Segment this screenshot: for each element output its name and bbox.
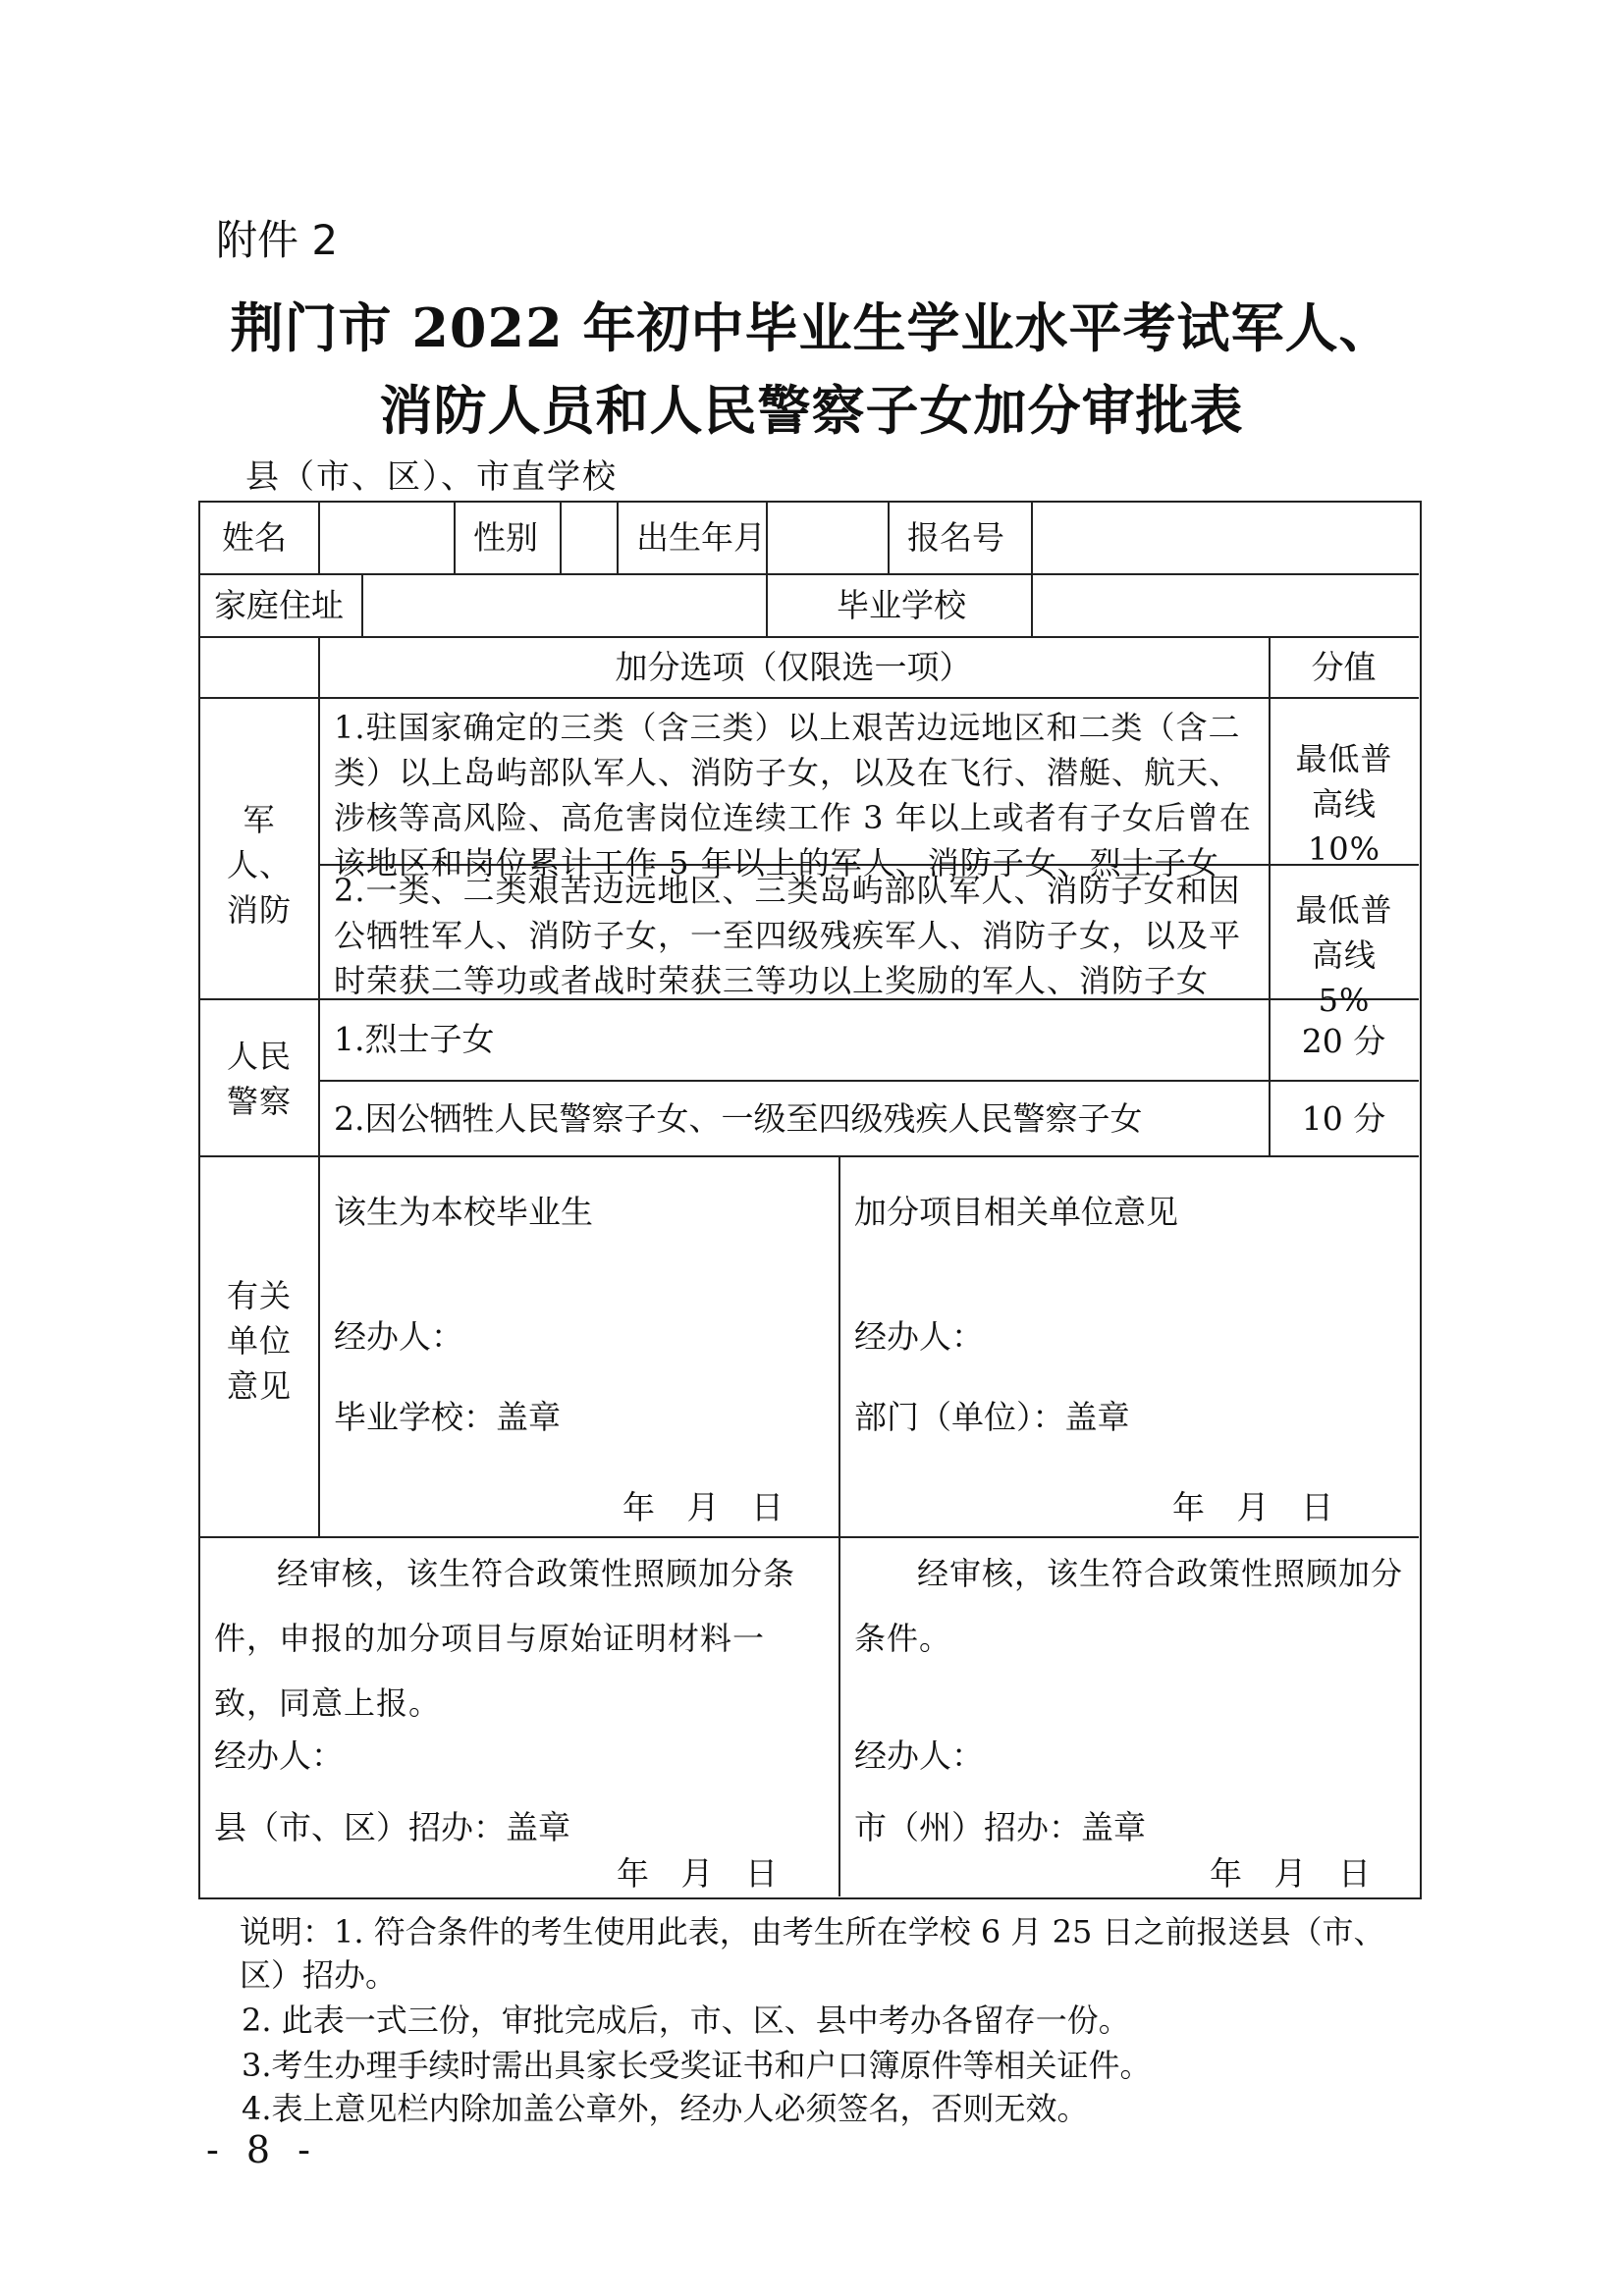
- police-option-1: 1.烈士子女: [334, 1020, 495, 1058]
- county-date: 年 月 日: [617, 1854, 778, 1893]
- unit-handler: 经办人：: [854, 1317, 984, 1356]
- score-header: 分值: [1311, 648, 1377, 686]
- military-option-1: 1.驻国家确定的三类（含三类）以上艰苦边远地区和二类（含二类）以上岛屿部队军人、消防子女，以及在飞行、潜艇、航天、涉核等高风险、高危害岗位连续工作 3 年以上或者有子女后曾在该地区和岗位累计工作 5 年以上的军人、消防子女、烈士子女: [334, 709, 1252, 881]
- unit-seal: 部门（单位）：盖章: [854, 1398, 1130, 1436]
- address-label: 家庭住址: [214, 586, 344, 624]
- school-label: 毕业学校: [837, 586, 966, 624]
- city-date: 年 月 日: [1210, 1854, 1371, 1893]
- city-seal: 市（州）招办：盖章: [854, 1808, 1146, 1846]
- county-handler: 经办人：: [214, 1736, 344, 1775]
- note-2: 2. 此表一式三份，审批完成后，市、区、县中考办各留存一份。: [242, 2002, 1130, 2039]
- police-score-1: 20 分: [1301, 1022, 1386, 1060]
- city-review-text: 经审核，该生符合政策性照顾加分条件。: [854, 1555, 1404, 1657]
- reg-no-label: 报名号: [907, 518, 1004, 557]
- school-date: 年 月 日: [622, 1488, 784, 1526]
- options-header: 加分选项（仅限选一项）: [615, 648, 972, 686]
- title-line-2: 消防人员和人民警察子女加分审批表: [379, 379, 1244, 442]
- school-seal: 毕业学校：盖章: [334, 1398, 561, 1436]
- police-option-2: 2.因公牺牲人民警察子女、一级至四级残疾人民警察子女: [334, 1099, 1143, 1138]
- police-score-2: 10 分: [1301, 1099, 1386, 1138]
- school-handler: 经办人：: [334, 1317, 463, 1356]
- police-label: 人民警察: [226, 1038, 292, 1120]
- city-handler: 经办人：: [854, 1736, 984, 1775]
- birth-label: 出生年月: [636, 518, 766, 557]
- page-number: - 8 -: [206, 2128, 319, 2171]
- school-opinion-title: 该生为本校毕业生: [334, 1193, 593, 1231]
- gender-label: 性别: [473, 518, 538, 557]
- military-option-2: 2.一类、二类艰苦边远地区、三类岛屿部队军人、消防子女和因公牺牲军人、消防子女，一至四级残疾军人、消防子女，以及平时荣获二等功或者战时荣获三等功以上奖励的军人、消防子女: [334, 872, 1242, 999]
- county-review-text: 经审核，该生符合政策性照顾加分条件，申报的加分项目与原始证明材料一致，同意上报。: [214, 1555, 796, 1722]
- military-score-2: 最低普高线 5%: [1295, 891, 1393, 1019]
- unit-date: 年 月 日: [1172, 1488, 1333, 1526]
- opinion-label: 有关单位意见: [226, 1277, 292, 1405]
- unit-opinion-title: 加分项目相关单位意见: [854, 1193, 1178, 1231]
- note-4: 4.表上意见栏内除加盖公章外，经办人必须签名，否则无效。: [242, 2090, 1089, 2127]
- county-line: 县（市、区）、市直学校: [245, 457, 618, 497]
- attachment-label: 附件 2: [216, 216, 339, 264]
- county-seal: 县（市、区）招办：盖章: [214, 1808, 570, 1846]
- note-1: 说明：1. 符合条件的考生使用此表，由考生所在学校 6 月 25 日之前报送县（市、区）招办。: [240, 1913, 1385, 1994]
- military-score-1: 最低普高线 10%: [1295, 740, 1393, 868]
- note-3: 3.考生办理手续时需出具家长受奖证书和户口簿原件等相关证件。: [242, 2047, 1152, 2084]
- approval-table: [198, 501, 1422, 1899]
- title-line-1: 荆门市 2022 年初中毕业生学业水平考试军人、: [230, 296, 1393, 359]
- name-label: 姓名: [222, 518, 287, 557]
- military-label: 军人、消防: [226, 801, 292, 929]
